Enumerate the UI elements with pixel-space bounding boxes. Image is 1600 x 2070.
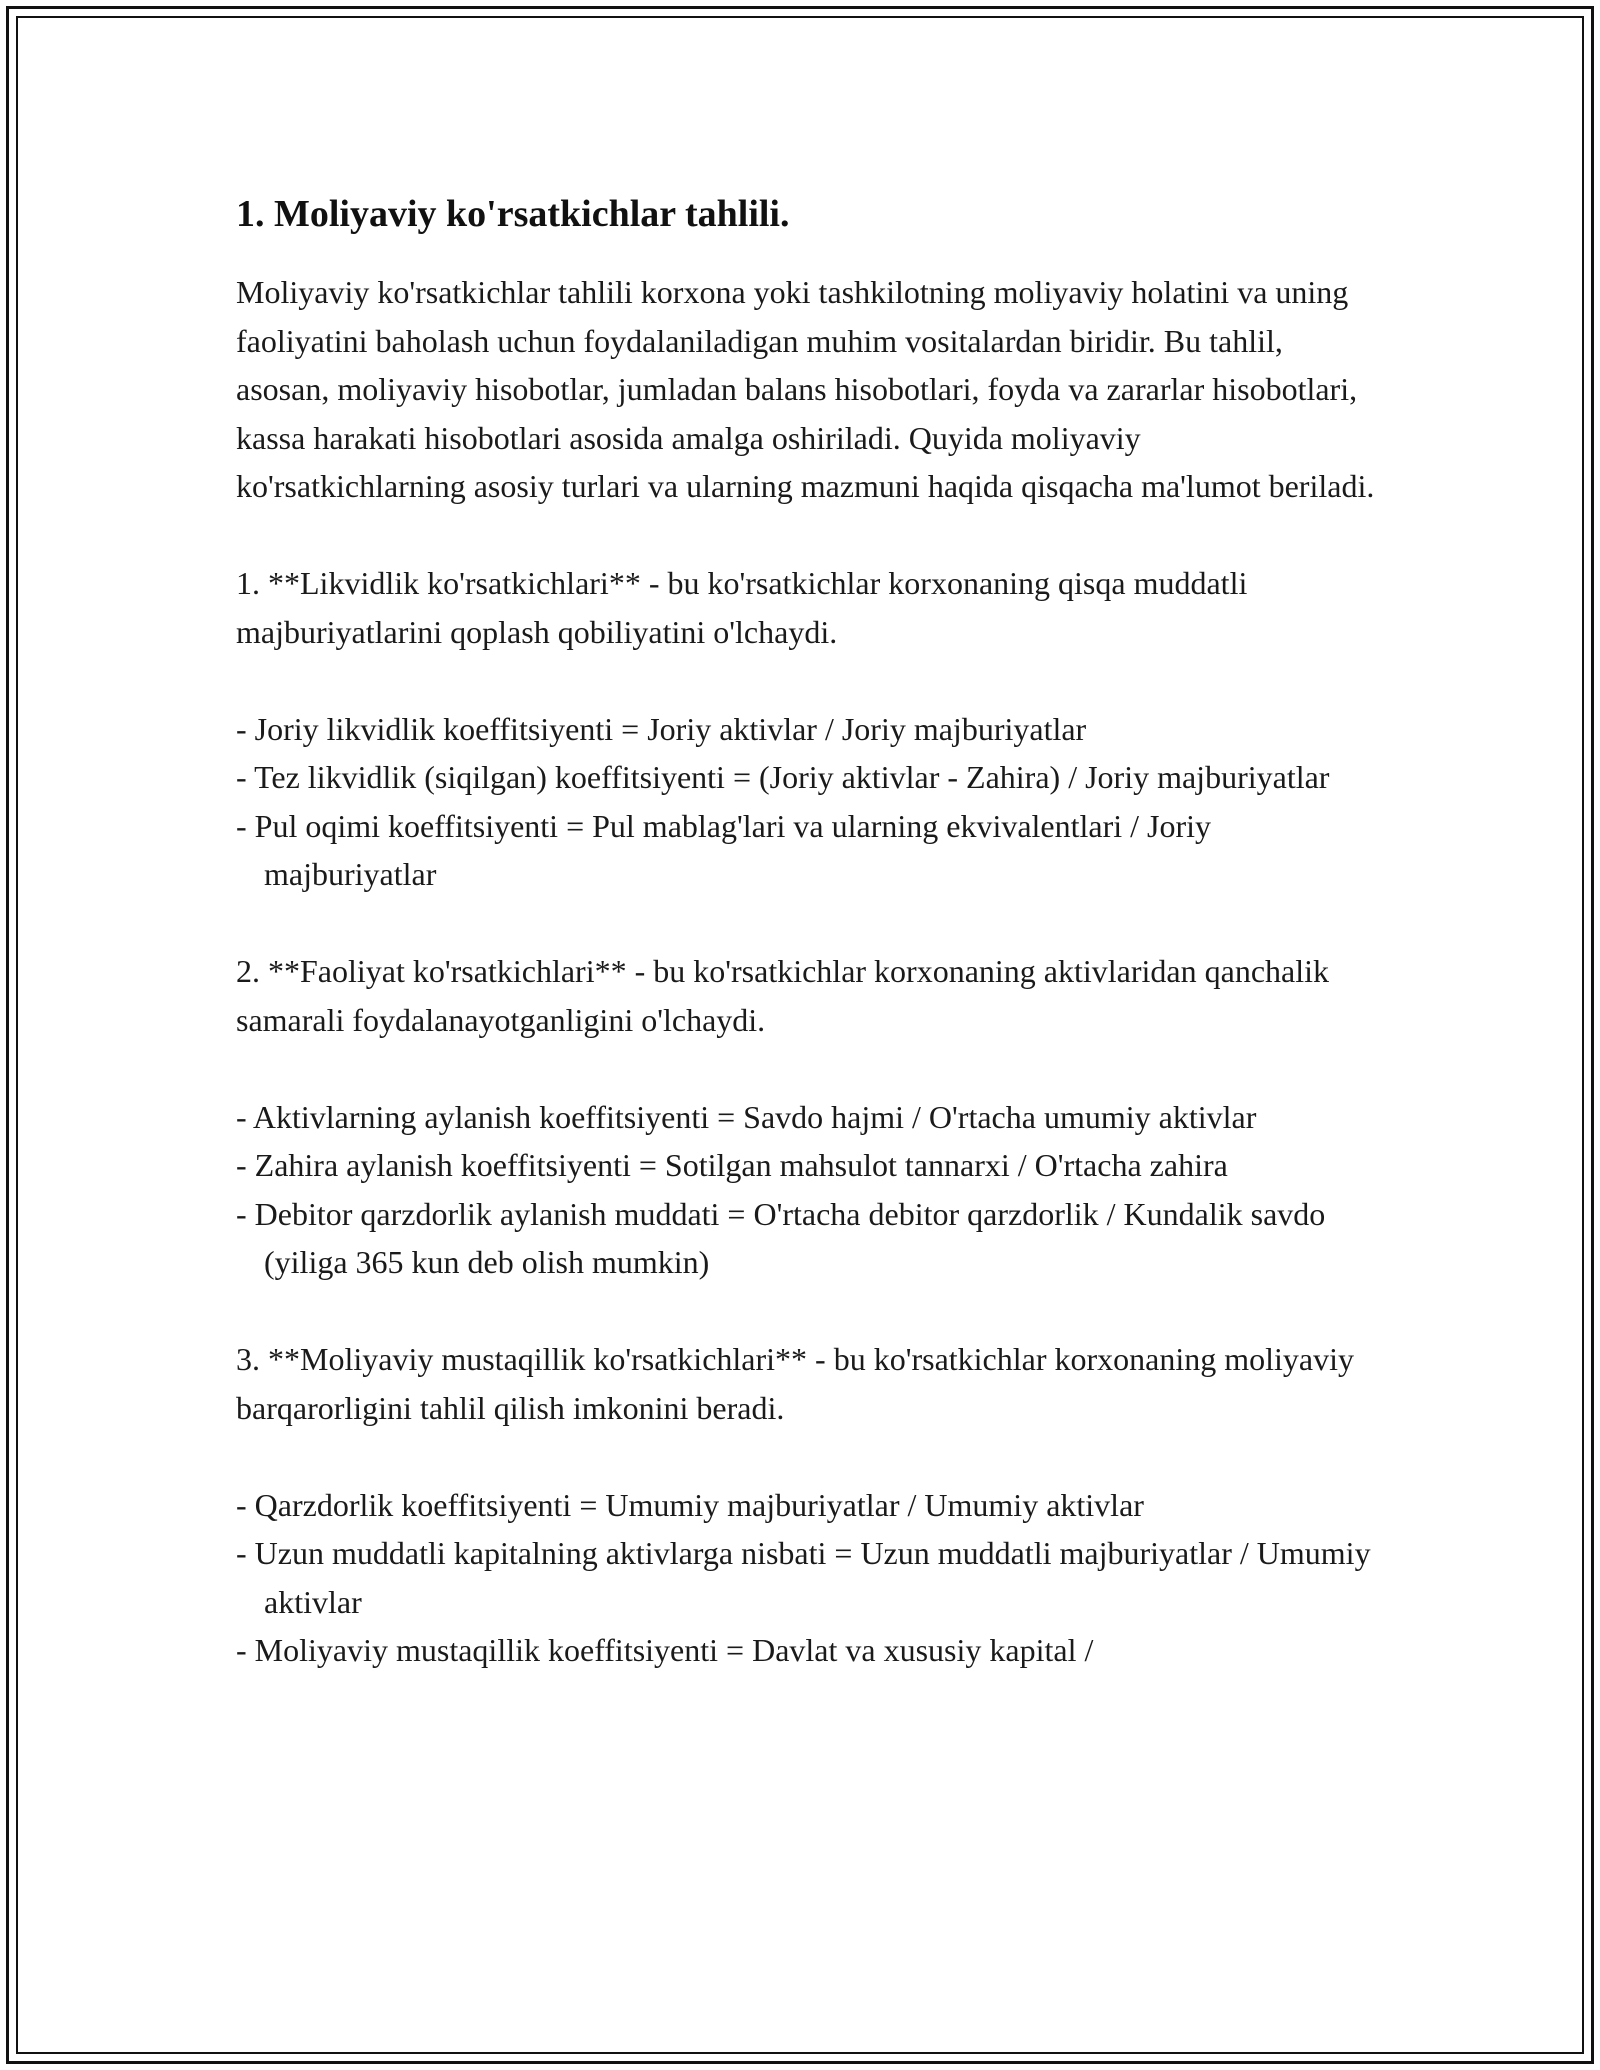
list-item: - Zahira aylanish koeffitsiyenti = Sotilgan mahsulot tannarxi / O'rtacha zahira	[236, 1147, 1228, 1183]
spacer	[236, 1044, 1376, 1093]
section-lead: 3. **Moliyaviy mustaqillik ko'rsatkichlari** - bu ko'rsatkichlar korxonaning moliyaviy barqarorligini tahlil qilish imkonini beradi.	[236, 1341, 1363, 1426]
section-financial-independence	[236, 1335, 1376, 1675]
section-lead: 2. **Faoliyat ko'rsatkichlari** - bu ko'rsatkichlar korxonaning aktivlaridan qanchalik samarali foydalanayotganligini o'lchaydi.	[236, 953, 1338, 1038]
list-item: - Tez likvidlik (siqilgan) koeffitsiyenti = (Joriy aktivlar - Zahira) / Joriy majburiyatlar	[236, 759, 1330, 795]
list-item: - Qarzdorlik koeffitsiyenti = Umumiy majburiyatlar / Umumiy aktivlar	[236, 1486, 1144, 1523]
spacer	[236, 656, 1376, 705]
spacer	[236, 1287, 1376, 1336]
spacer	[236, 1432, 1376, 1481]
section-liquidity	[236, 559, 1376, 899]
list-item: - Debitor qarzdorlik aylanish muddati = O'rtacha debitor qarzdorlik / Kundalik savdo (yiliga 365 kun deb olish mumkin)	[236, 1195, 1326, 1280]
document-body	[236, 190, 1376, 1675]
section-activity	[236, 947, 1376, 1287]
spacer	[236, 511, 1376, 560]
list-item: - Moliyaviy mustaqillik koeffitsiyenti = Davlat va xususiy kapital /	[236, 1632, 1094, 1668]
intro-paragraph: Moliyaviy ko'rsatkichlar tahlili korxona yoki tashkilotning moliyaviy holatini va uning faoliyatini baholash uchun foydalaniladigan muhim vositalardan biridir. Bu tahlil, asosan, moliyaviy hisobotlar, jumladan balans hisobotlari, foyda va zararlar hisobotlari, kassa harakati hisobotlari asosida amalga oshiriladi. Quyida moliyaviy ko'rsatkichlarning asosiy turlari va ularning mazmuni haqida qisqacha ma'lumot beriladi.	[236, 274, 1375, 504]
list-item: - Joriy likvidlik koeffitsiyenti = Joriy aktivlar / Joriy majburiyatlar	[236, 710, 1087, 747]
list-item: - Uzun muddatli kapitalning aktivlarga nisbati = Uzun muddatli majburiyatlar / Umumiy aktivlar	[236, 1535, 1371, 1620]
section-lead: 1. **Likvidlik ko'rsatkichlari** - bu ko'rsatkichlar korxonaning qisqa muddatli majburiyatlarini qoplash qobiliyatini o'lchaydi.	[236, 565, 1256, 650]
spacer	[236, 899, 1376, 948]
document-heading: 1. Moliyaviy ko'rsatkichlar tahlili.	[236, 193, 790, 235]
list-item: - Pul oqimi koeffitsiyenti = Pul mablag'lari va ularning ekvivalentlari / Joriy majburiyatlar	[236, 807, 1212, 892]
list-item: - Aktivlarning aylanish koeffitsiyenti = Savdo hajmi / O'rtacha umumiy aktivlar	[236, 1098, 1257, 1135]
